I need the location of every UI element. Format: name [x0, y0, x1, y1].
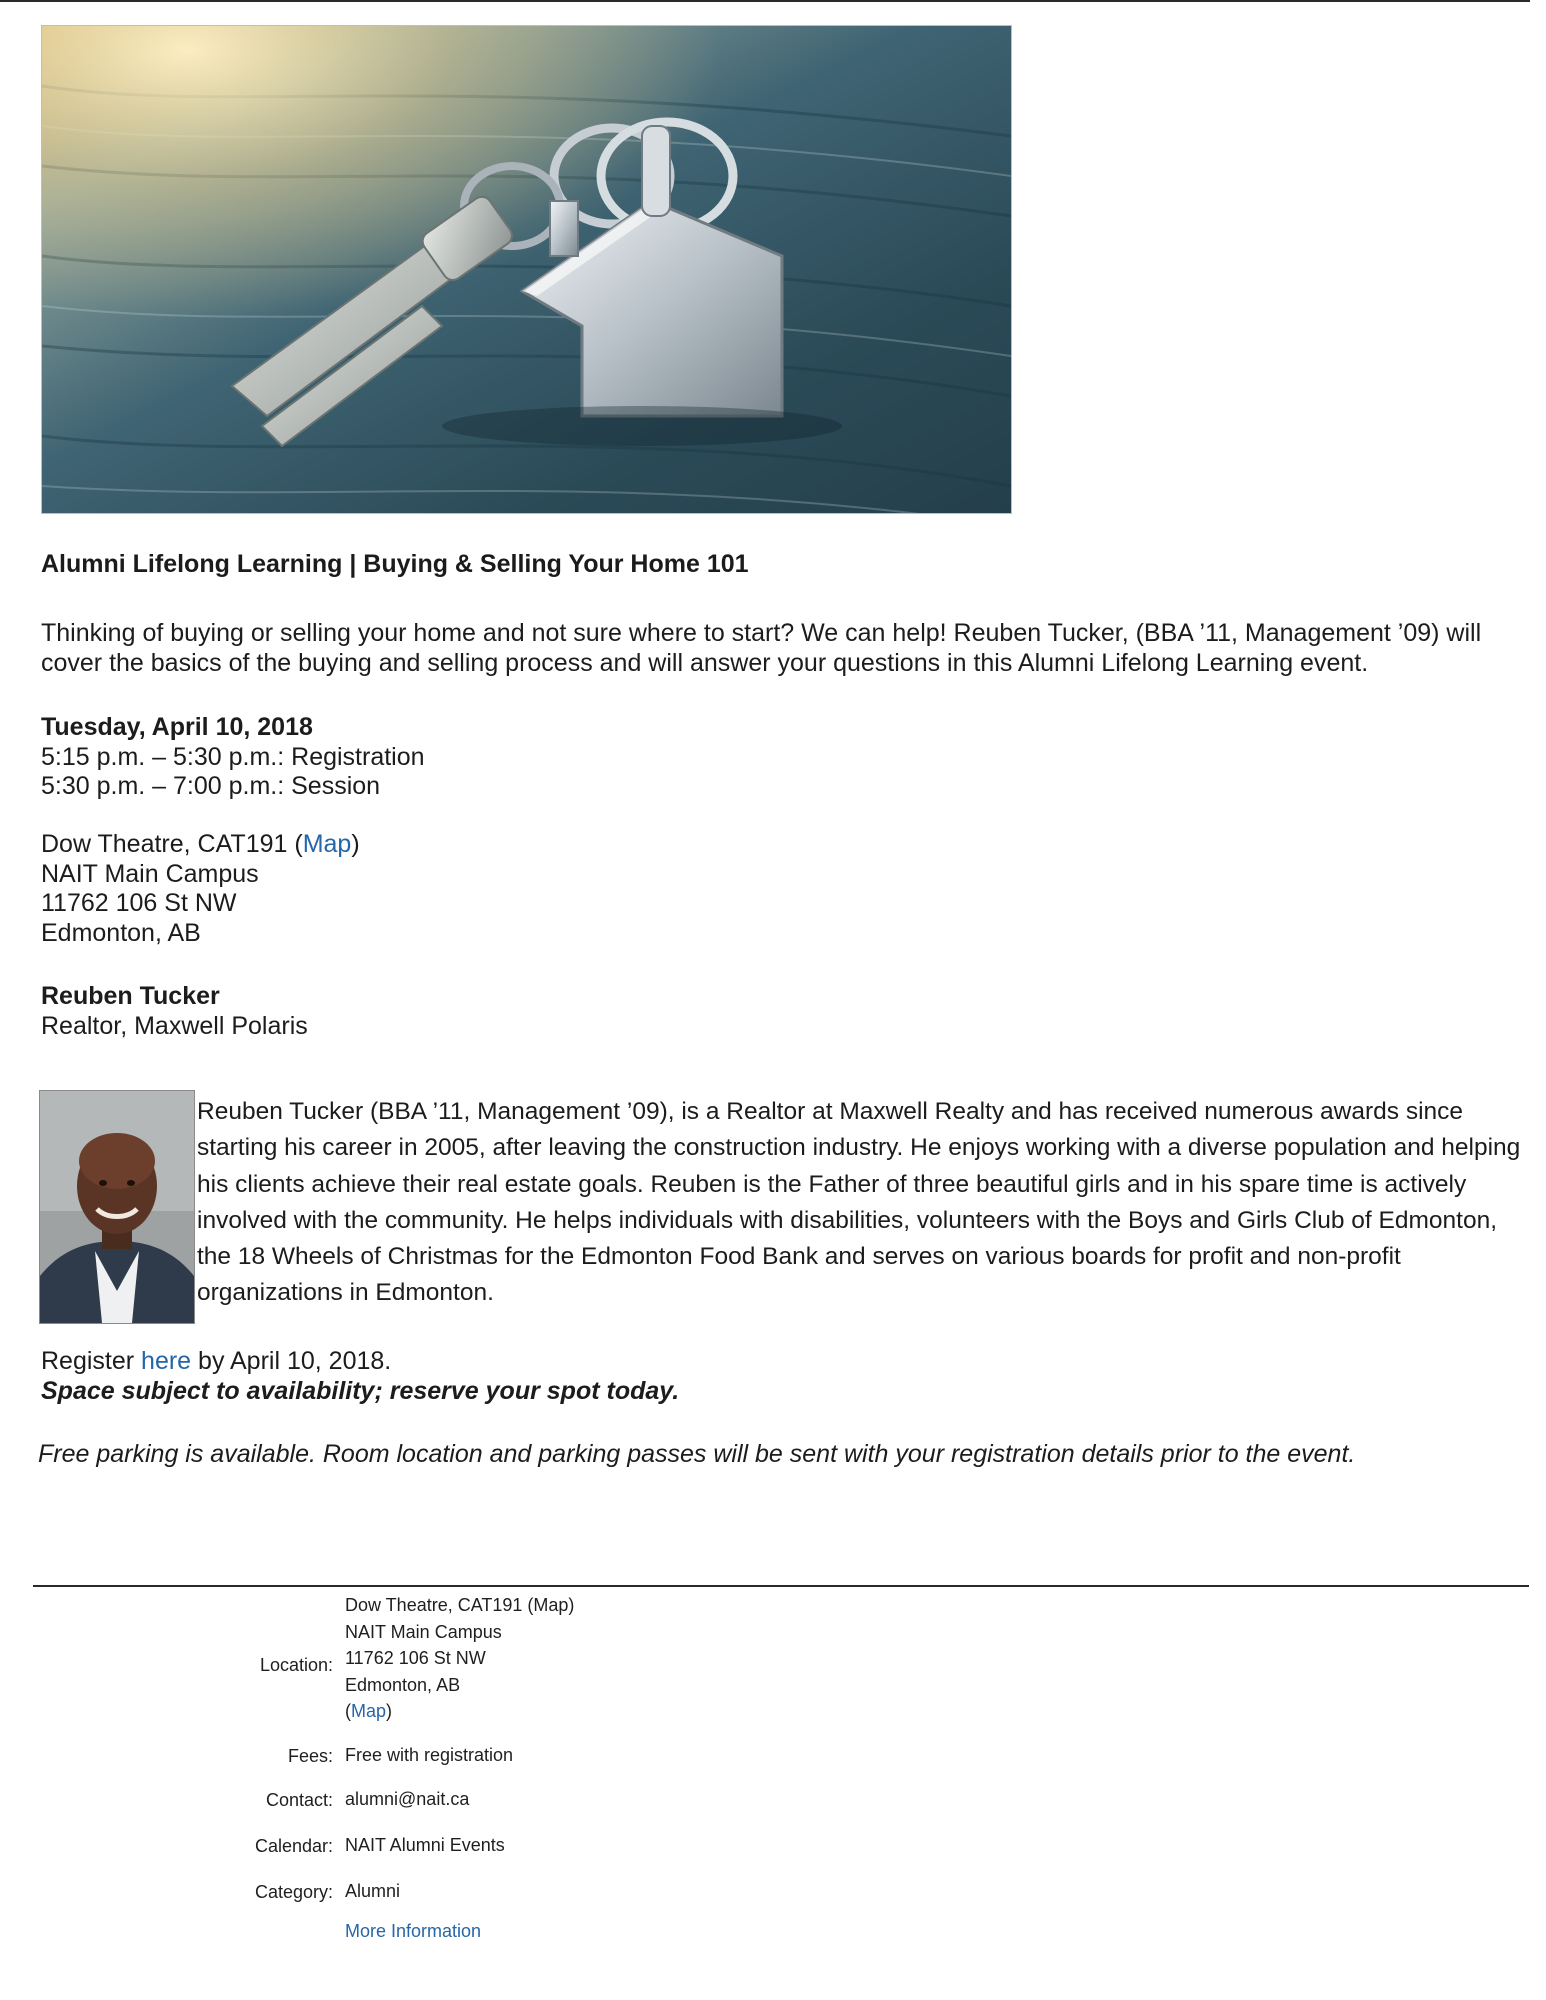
location-line-4: Edmonton, AB [345, 1674, 461, 1695]
venue-campus: NAIT Main Campus [41, 859, 259, 888]
map-link[interactable]: Map [302, 830, 352, 858]
map-close-paren: ) [386, 1701, 393, 1721]
speaker-role: Realtor, Maxwell Polaris [41, 1011, 308, 1040]
event-date: Tuesday, April 10, 2018 [41, 713, 313, 741]
venue-close-paren: ) [351, 830, 360, 858]
location-map-line [345, 1698, 574, 1725]
venue-address [41, 830, 360, 948]
fees-value: Free with registration [345, 1745, 514, 1765]
location-label: Location: [259, 1655, 333, 1675]
venue-city: Edmonton, AB [41, 918, 201, 947]
session-time: 5:30 p.m. – 7:00 p.m.: Session [41, 772, 381, 800]
top-divider [0, 0, 1530, 2]
map-open-paren: ( [345, 1701, 351, 1721]
fees-label: Fees: [287, 1746, 333, 1766]
event-intro: Thinking of buying or selling your home and not sure where to start? We can help! Reuben Tucker, (BBA ’11, Management ’09) will cover the basics of the buying and selling process and will answer your questions in this Alumni Lifelong Learning event. [41, 619, 1482, 677]
hero-image-house-keys [41, 25, 1012, 514]
house-keys-illustration [42, 26, 1011, 513]
event-schedule [41, 713, 425, 802]
registration-time: 5:15 p.m. – 5:30 p.m.: Registration [41, 742, 425, 771]
register-line [41, 1345, 391, 1377]
venue-theatre: Dow Theatre, CAT191 ( [41, 830, 303, 858]
parking-note: Free parking is available. Room location and parking passes will be sent with your registration details prior to the event. [38, 1440, 1356, 1468]
event-title: Alumni Lifelong Learning | Buying & Selling Your Home 101 [41, 550, 749, 578]
location-line-1: Dow Theatre, CAT191 (Map) [345, 1595, 575, 1615]
speaker-portrait [40, 1091, 194, 1323]
location-values [345, 1592, 574, 1725]
speaker-bio: Reuben Tucker (BBA ’11, Management ’09), is a Realtor at Maxwell Realty and has received numerous awards since starting his career in 2005, after leaving the construction industry. He enjoys working with a diverse population and helping his clients achieve their real estate goals. Reuben is the Father of three beautiful girls and in his spare time is actively involved with the community. He helps individuals with disabilities, volunteers with the Boys and Girls Club of Edmonton, the 18 Wheels of Christmas for the Edmonton Food Bank and serves on various boards for profit and non-profit organizations in Edmonton. [197, 1098, 1521, 1307]
venue-theatre-line [41, 830, 360, 860]
register-prefix: Register [41, 1347, 142, 1375]
speaker-name: Reuben Tucker [41, 982, 220, 1010]
contact-label: Contact: [265, 1790, 333, 1810]
contact-email[interactable]: alumni@nait.ca [345, 1789, 470, 1809]
more-information-link[interactable]: More Information [345, 1921, 482, 1941]
availability-note: Space subject to availability; reserve your spot today. [41, 1377, 680, 1405]
category-value: Alumni [345, 1881, 401, 1901]
register-suffix: by April 10, 2018. [191, 1347, 392, 1375]
location-line-3: 11762 106 St NW [345, 1648, 486, 1668]
calendar-label: Calendar: [254, 1836, 333, 1856]
speaker-heading [41, 982, 308, 1041]
location-line-2: NAIT Main Campus [345, 1621, 502, 1642]
details-map-link[interactable]: Map [351, 1701, 387, 1721]
venue-street: 11762 106 St NW [41, 889, 237, 917]
details-divider [33, 1585, 1529, 1587]
calendar-value: NAIT Alumni Events [345, 1835, 505, 1855]
register-here-link[interactable]: here [141, 1347, 192, 1375]
speaker-photo [39, 1090, 195, 1324]
category-label: Category: [254, 1882, 333, 1902]
